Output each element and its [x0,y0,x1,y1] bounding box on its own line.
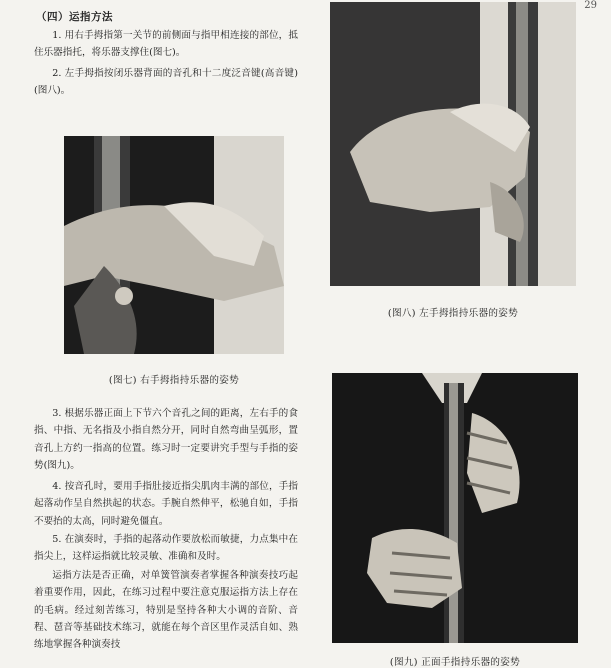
figure-8-caption: (图八) 左手拇指持乐器的姿势 [387,308,519,319]
paragraph-5: 5. 在演奏时，手指的起落动作要放松而敏捷，力点集中在指尖上，这样运指就比较灵敏、准确和及时。 [34,534,298,563]
section-heading: （四）运指方法 [36,11,113,23]
figure-8-photo [330,2,576,286]
figure-7-photo [64,136,284,354]
paragraph-2: 2. 左手拇指按闭乐器背面的音孔和十二度泛音键(高音键)(图八)。 [34,68,298,97]
paragraph-6: 运指方法是否正确，对单簧管演奏者掌握各种演奏技巧起着重要作用，因此，在练习过程中要注意克服运指方法上存在的毛病。经过刻苦练习，特别是坚持各种大小调的音阶、音程、琶音等基础技术练习，就能在每个音区里作灵活自如、熟练地掌握各种演奏技 [34,570,298,651]
page-number: 29 [584,0,597,11]
paragraph-1: 1. 用右手拇指第一关节的前侧面与指甲相连接的部位，抵住乐器指托，将乐器支撑住(图七)。 [34,30,298,59]
figure-9-photo [332,373,578,643]
paragraph-4: 4. 按音孔时，要用手指肚接近指尖肌肉丰满的部位，手指起落动作呈自然拱起的状态。手腕自然伸平，松驰自如，手指不要抬的太高，同时避免僵直。 [34,481,298,527]
figure-9-caption: (图九) 正面手指持乐器的姿势 [389,657,521,668]
figure-7-caption: (图七) 右手拇指持乐器的姿势 [108,375,240,386]
paragraph-3: 3. 根据乐器正面上下节六个音孔之间的距离，左右手的食指、中指、无名指及小指自然分开，同时自然弯曲呈弧形，置音孔上方约一指高的位置。练习时一定要讲究手型与手指的姿势(图九)。 [34,408,298,471]
